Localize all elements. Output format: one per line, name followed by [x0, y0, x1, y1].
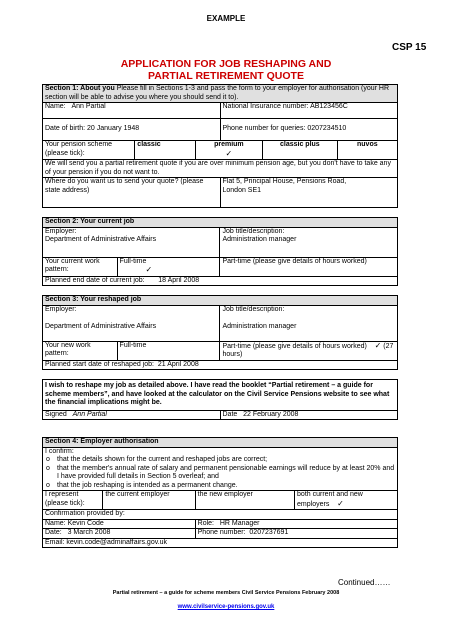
confirm-list [45, 456, 395, 490]
section-4-table [42, 437, 398, 548]
scheme-tick-icon: ✓ [225, 148, 233, 158]
confirmation-label: Confirmation provided by: [43, 510, 398, 520]
declaration-date-field[interactable] [220, 410, 398, 420]
current-employer-field[interactable] [43, 227, 220, 257]
section-2-heading: Section 2: Your current job [43, 218, 398, 228]
declaration-table [42, 379, 398, 420]
declaration-date-label: Date [222, 410, 238, 418]
name-label: Name: [45, 103, 66, 110]
quote-note: We will send you a partial retirement quote if you are over minimum pension age, but you don't have to take any of your pension if you do not want to. [43, 160, 398, 178]
auth-phone-value: 0207237691 [249, 529, 289, 536]
auth-date-field[interactable] [43, 529, 196, 539]
list-item: o that the member's annual rate of salary and permanent pensionable earnings will reduce by at least 20% and I have provided full details in Section 5 overleaf; and [45, 465, 395, 482]
current-job-value: Administration manager [222, 236, 297, 243]
parttime-hours: (27 hours) [222, 342, 394, 358]
fulltime-tick-icon: ✓ [145, 265, 153, 274]
phone-label: Phone number for queries: [222, 125, 306, 133]
role-label: Role: [197, 519, 214, 527]
new-pattern-label: Your new work pattern: [43, 341, 118, 360]
end-date-value: 18 April 2008 [158, 276, 200, 284]
employer-name-value: Kevin Code [67, 519, 104, 527]
employer-name-field[interactable] [43, 519, 196, 529]
start-date-label: Planned start date of reshaped job: [45, 360, 154, 368]
role-field[interactable] [195, 519, 397, 529]
quote-table [42, 159, 398, 208]
confirm-label: I confirm: [45, 447, 74, 455]
role-value: HR Manager [219, 519, 260, 527]
example-label: EXAMPLE [206, 14, 246, 23]
scheme-option-premium[interactable]: premium ✓ [195, 141, 262, 160]
list-item: o that the details shown for the current and reshaped jobs are correct; [45, 456, 395, 465]
employer-name-label: Name: [45, 519, 66, 527]
signed-label: Signed [45, 410, 67, 418]
scheme-option-nuvos[interactable]: nuvos [337, 141, 397, 160]
current-job-field[interactable] [220, 227, 398, 257]
represent-option-new[interactable]: the new employer [195, 491, 294, 510]
send-address-label: Where do you want us to send your quote? (please state address) [43, 178, 221, 208]
new-job-value: Administration manager [222, 322, 297, 330]
section-1-intro [43, 85, 398, 103]
parttime-tick-icon: ✓ [374, 341, 382, 350]
form-title [0, 58, 452, 82]
new-job-field[interactable] [220, 305, 398, 341]
end-date-label: Planned end date of current job: [45, 276, 145, 284]
new-parttime-option[interactable]: Part-time (please give details of hours worked) ✓ (27 hours) [220, 341, 398, 360]
continued-label: Continued…… [338, 578, 391, 587]
represent-tick-icon: ✓ [337, 498, 344, 508]
new-employer-value: Department of Administrative Affairs [45, 322, 157, 330]
name-field[interactable] [43, 103, 221, 119]
declaration-date-value: 22 February 2008 [243, 410, 299, 418]
auth-phone-label: Phone number: [197, 529, 246, 536]
dob-label: Date of birth: [45, 125, 86, 133]
represent-option-both[interactable]: both current and new employers ✓ [295, 491, 398, 510]
phone-value: 0207234510 [307, 125, 347, 133]
represent-label: I represent (please tick): [43, 491, 103, 510]
email-value: kevin.code@adminaffairs.gov.uk [66, 538, 168, 546]
new-fulltime-option[interactable]: Full-time [117, 341, 220, 360]
auth-date-label: Date: [45, 529, 62, 536]
current-pattern-label: Your current work pattern: [43, 257, 118, 276]
auth-date-value: 3 March 2008 [67, 529, 111, 536]
phone-field[interactable] [220, 119, 398, 141]
scheme-option-classic-plus[interactable]: classic plus [263, 141, 338, 160]
dob-value: 20 January 1948 [87, 125, 140, 133]
ni-value: AB123456C [310, 103, 348, 110]
dob-field[interactable] [43, 119, 221, 141]
end-date-field[interactable] [43, 276, 398, 286]
scheme-label: Your pension scheme (please tick): [43, 141, 135, 160]
name-value: Ann Partial [71, 103, 106, 110]
signature-field[interactable] [43, 410, 221, 420]
new-job-label: Job title/description: [222, 305, 285, 313]
footer-booklet: Partial retirement – a guide for scheme members Civil Service Pensions February 2008 [112, 590, 340, 596]
title-line-2: PARTIAL RETIREMENT QUOTE [148, 70, 304, 82]
list-item: o that the job reshaping is intended as a permanent change. [45, 482, 395, 491]
represent-option-current[interactable]: the current employer [103, 491, 195, 510]
new-employer-field[interactable] [43, 305, 220, 341]
scheme-table [42, 140, 398, 160]
current-fulltime-option[interactable]: Full-time ✓ [117, 257, 220, 276]
section-3-table [42, 295, 398, 370]
section-3-heading: Section 3: Your reshaped job [43, 296, 398, 306]
section-4-heading: Section 4: Employer authorisation [43, 438, 398, 448]
form-code: CSP 15 [392, 42, 427, 53]
email-label: Email: [45, 538, 65, 546]
section-1-heading: Section 1: About you [45, 85, 115, 92]
scheme-option-classic[interactable]: classic [135, 141, 195, 160]
confirm-block [43, 447, 398, 491]
title-line-1: APPLICATION FOR JOB RESHAPING AND [120, 58, 332, 70]
section-1-instructions: Please fill in Sections 1-3 and pass the form to your employer for authorisation (your HR section will be able to advise you where you should send it to). [45, 85, 390, 101]
start-date-field[interactable] [43, 360, 398, 370]
address-line-2: London SE1 [222, 186, 262, 194]
section-1-table [42, 84, 398, 141]
section-2-table [42, 217, 398, 286]
signature-value: Ann Partial [72, 410, 107, 418]
auth-phone-field[interactable] [195, 529, 397, 539]
address-line-1: Flat 5, Principal House, Pensions Road, [222, 178, 347, 185]
current-employer-value: Department of Administrative Affairs [45, 236, 157, 243]
start-date-value: 21 April 2008 [157, 360, 199, 368]
declaration-text: I wish to reshape my job as detailed above. I have read the booklet “Partial retirement – a guide for scheme members”, and have looked at the calculator on the Civil Service Pensions website to see what the financial implications might be. [43, 380, 398, 411]
ni-label: National Insurance number: [222, 103, 309, 110]
ni-field[interactable] [220, 103, 398, 119]
application-form [42, 84, 398, 548]
website-link[interactable]: www.civilservice-pensions.gov.uk [177, 604, 275, 610]
email-field[interactable] [43, 538, 398, 548]
new-employer-label: Employer: [45, 305, 77, 313]
current-job-label: Job title/description: [222, 227, 285, 235]
address-field[interactable] [220, 178, 398, 208]
current-parttime-option[interactable]: Part-time (please give details of hours worked) [220, 257, 398, 276]
current-employer-label: Employer: [45, 227, 77, 235]
